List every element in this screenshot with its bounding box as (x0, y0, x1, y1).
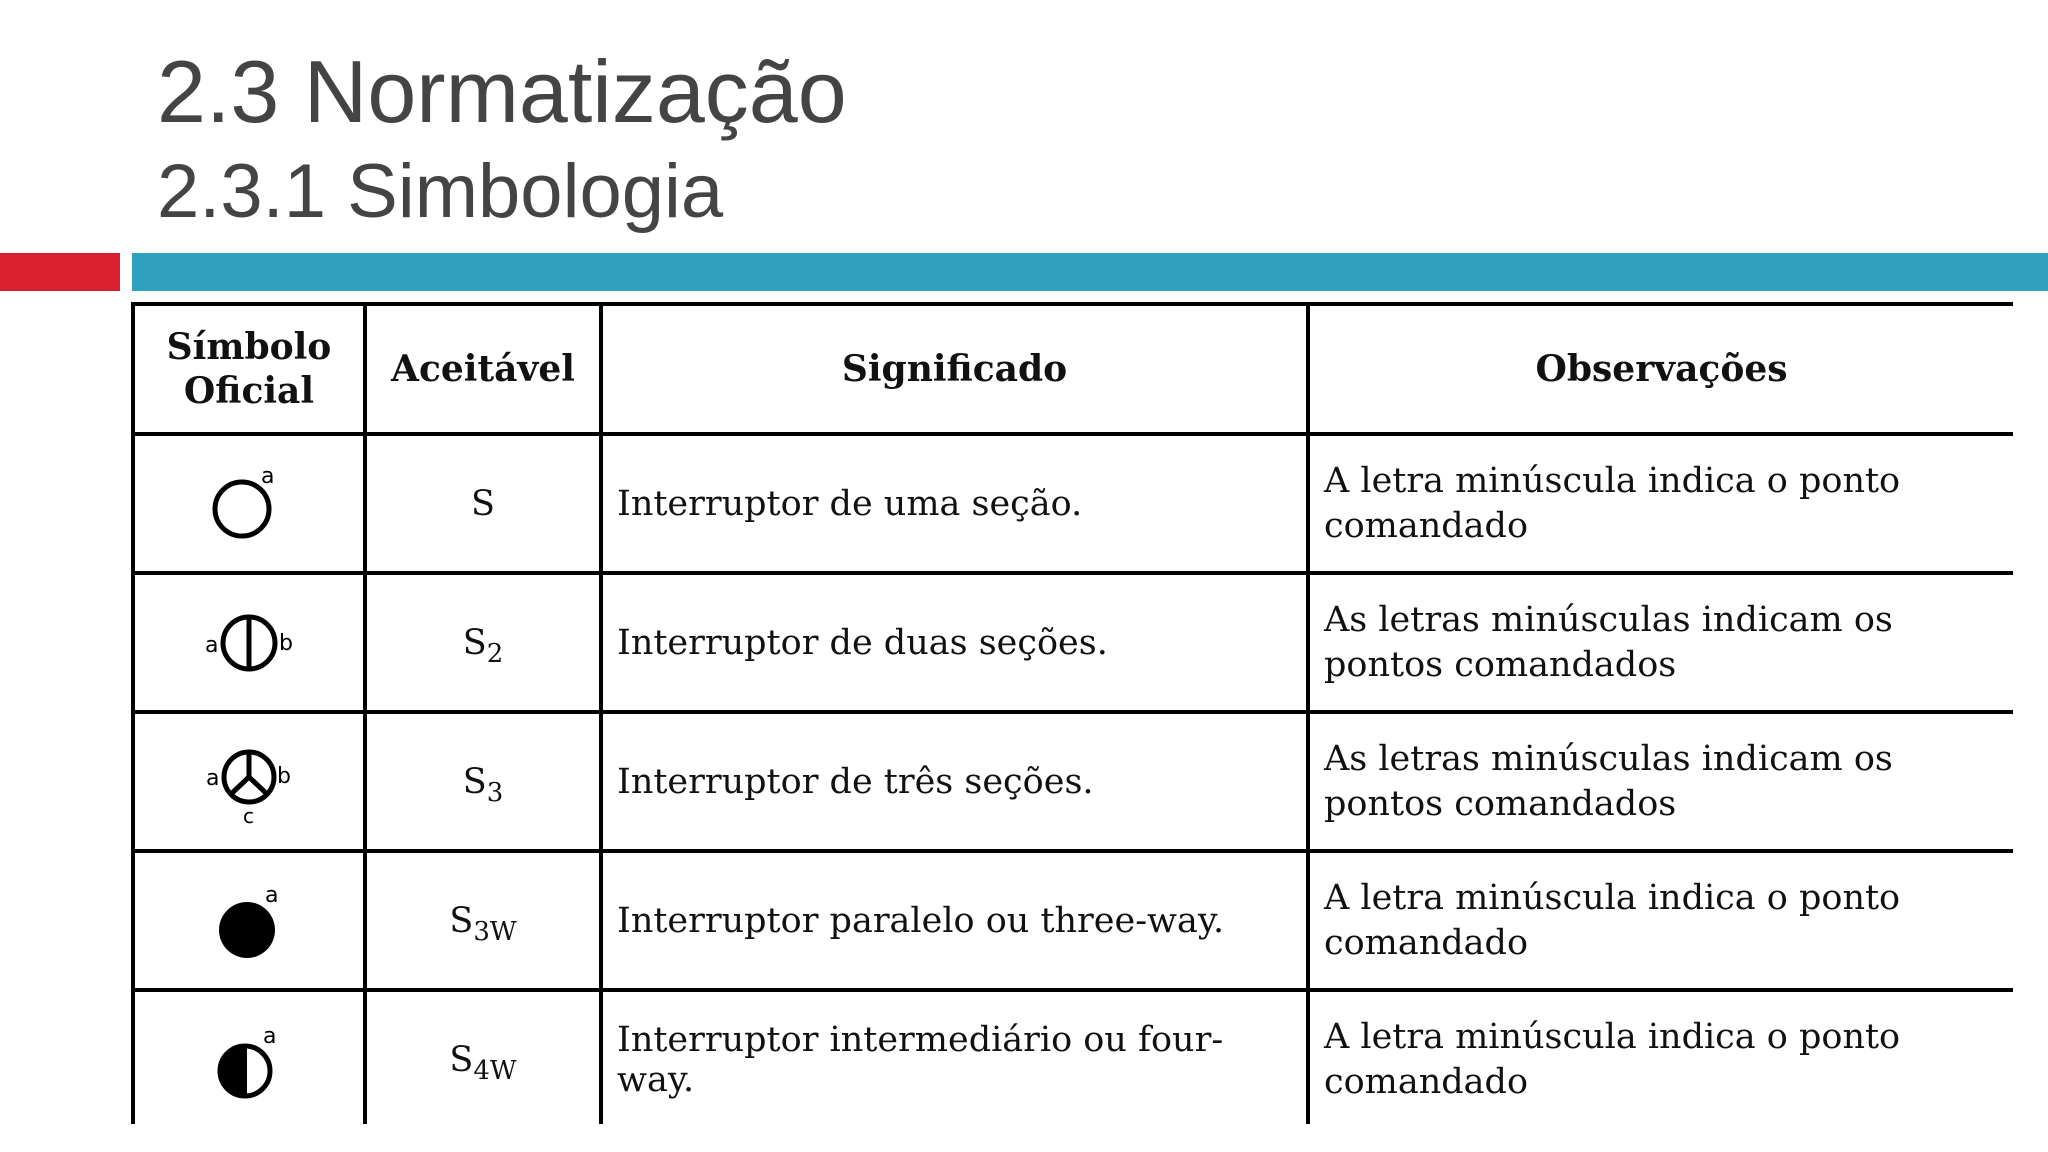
table-row (133, 573, 2013, 712)
meaning-cell: Interruptor de duas seções. (601, 573, 1308, 712)
symbol-letter-b: b (279, 630, 293, 656)
table-row (133, 990, 2013, 1124)
acceptable-symbol-main: S (462, 622, 487, 663)
acceptable-symbol-cell (365, 712, 601, 851)
meaning-cell: Interruptor de três seções. (601, 712, 1308, 851)
header-official-symbol (133, 304, 365, 434)
acceptable-symbol-cell (365, 573, 601, 712)
slide-subtitle: 2.3.1 Simbologia (157, 149, 724, 234)
accent-bar-teal (132, 253, 2048, 291)
circle-vertical-divider-icon (189, 598, 309, 688)
notes-cell: As letras minúsculas indicam os pontos comandados (1308, 573, 2013, 712)
symbol-table-container (131, 302, 2013, 1124)
header-official-line2: Oficial (183, 370, 315, 412)
filled-circle-icon (189, 876, 309, 966)
acceptable-symbol-main: S (462, 761, 487, 802)
acceptable-symbol-cell (365, 434, 601, 573)
notes-cell: A letra minúscula indica o ponto comandado (1308, 990, 2013, 1124)
acceptable-symbol-cell (365, 990, 601, 1124)
acceptable-symbol-subscript: 2 (486, 638, 504, 669)
circle-y-divider-icon (189, 737, 309, 827)
official-symbol-cell (133, 990, 365, 1124)
symbol-letter-a: a (261, 463, 275, 489)
slide-title: 2.3 Normatização (157, 42, 847, 141)
symbol-letter-c: c (243, 803, 254, 827)
official-symbol-cell (133, 434, 365, 573)
notes-cell: A letra minúscula indica o ponto comandado (1308, 434, 2013, 573)
acceptable-symbol-main: S (471, 483, 495, 524)
symbol-letter-a: a (205, 632, 219, 658)
notes-cell: As letras minúsculas indicam os pontos comandados (1308, 712, 2013, 851)
acceptable-symbol-cell (365, 851, 601, 990)
acceptable-symbol-main: S (449, 900, 474, 941)
table-row (133, 712, 2013, 851)
symbol-letter-a: a (263, 1023, 277, 1049)
table-row (133, 851, 2013, 990)
symbol-letter-a: a (265, 882, 279, 908)
header-acceptable: Aceitável (365, 304, 601, 434)
official-symbol-cell (133, 851, 365, 990)
meaning-cell: Interruptor paralelo ou three-way. (601, 851, 1308, 990)
table-row (133, 434, 2013, 573)
symbol-letter-a: a (206, 765, 220, 791)
meaning-cell: Interruptor de uma seção. (601, 434, 1308, 573)
acceptable-symbol-main: S (449, 1039, 474, 1080)
header-official-line1: Símbolo (166, 326, 332, 368)
official-symbol-cell (133, 573, 365, 712)
table-header-row (133, 304, 2013, 434)
symbol-table (131, 302, 2013, 1124)
symbol-letter-b: b (277, 763, 291, 789)
acceptable-symbol-subscript: 4W (473, 1055, 517, 1086)
half-filled-circle-icon (189, 1015, 309, 1105)
acceptable-symbol-subscript: 3 (486, 777, 504, 808)
notes-cell: A letra minúscula indica o ponto comandado (1308, 851, 2013, 990)
header-meaning: Significado (601, 304, 1308, 434)
acceptable-symbol-subscript: 3W (473, 916, 517, 947)
header-notes: Observações (1308, 304, 2013, 434)
official-symbol-cell (133, 712, 365, 851)
accent-bar-red (0, 253, 120, 291)
meaning-cell: Interruptor intermediário ou four-way. (601, 990, 1308, 1124)
open-circle-icon (189, 459, 309, 549)
